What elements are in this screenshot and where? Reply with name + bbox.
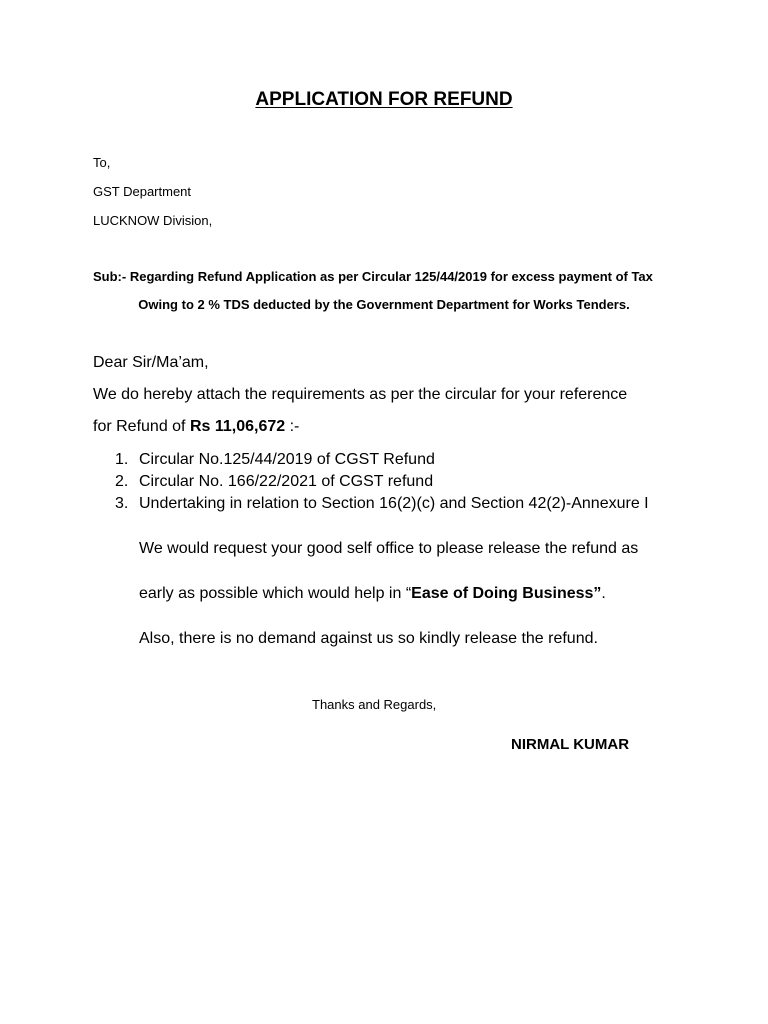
intro-line-2-suffix: :-	[285, 418, 300, 435]
list-item	[93, 493, 649, 515]
attachment-list	[93, 449, 649, 515]
refund-amount: Rs 11,06,672	[189, 418, 286, 435]
list-item-text: Undertaking in relation to Section 16(2)(c) and Section 42(2)-Annexure I	[139, 495, 649, 512]
request-line-1: We would request your good self office to please release the refund as	[139, 540, 639, 557]
address-to: To,	[93, 155, 111, 170]
list-item-number: 3.	[115, 495, 129, 512]
request-line-2-prefix: early as possible which would help in “	[139, 585, 412, 602]
address-division: LUCKNOW Division,	[93, 213, 213, 228]
list-item-text: Circular No.125/44/2019 of CGST Refund	[139, 451, 435, 468]
request-line-2-suffix: .	[601, 585, 606, 602]
closing-text: Thanks and Regards,	[312, 697, 437, 712]
request-line-2	[139, 585, 606, 603]
list-item-number: 1.	[115, 451, 129, 468]
intro-line-2-prefix: for Refund of	[93, 418, 190, 435]
list-item	[93, 471, 649, 493]
list-item-number: 2.	[115, 473, 129, 490]
document-title: APPLICATION FOR REFUND	[255, 89, 513, 110]
list-item	[93, 449, 649, 471]
subject-line-2: Owing to 2 % TDS deducted by the Government Department for Works Tenders.	[138, 297, 630, 312]
no-demand-statement: Also, there is no demand against us so kindly release the refund.	[139, 630, 598, 647]
intro-line-1: We do hereby attach the requirements as per the circular for your reference	[93, 386, 628, 403]
intro-line-2	[93, 418, 299, 436]
list-item-text: Circular No. 166/22/2021 of CGST refund	[139, 473, 434, 490]
signatory-name: NIRMAL KUMAR	[511, 736, 630, 753]
subject-line-1: Sub:- Regarding Refund Application as per Circular 125/44/2019 for excess payment of Tax	[93, 269, 653, 284]
salutation: Dear Sir/Ma’am,	[93, 354, 209, 371]
address-department: GST Department	[93, 184, 192, 199]
ease-of-doing-business: Ease of Doing Business”	[411, 585, 602, 602]
